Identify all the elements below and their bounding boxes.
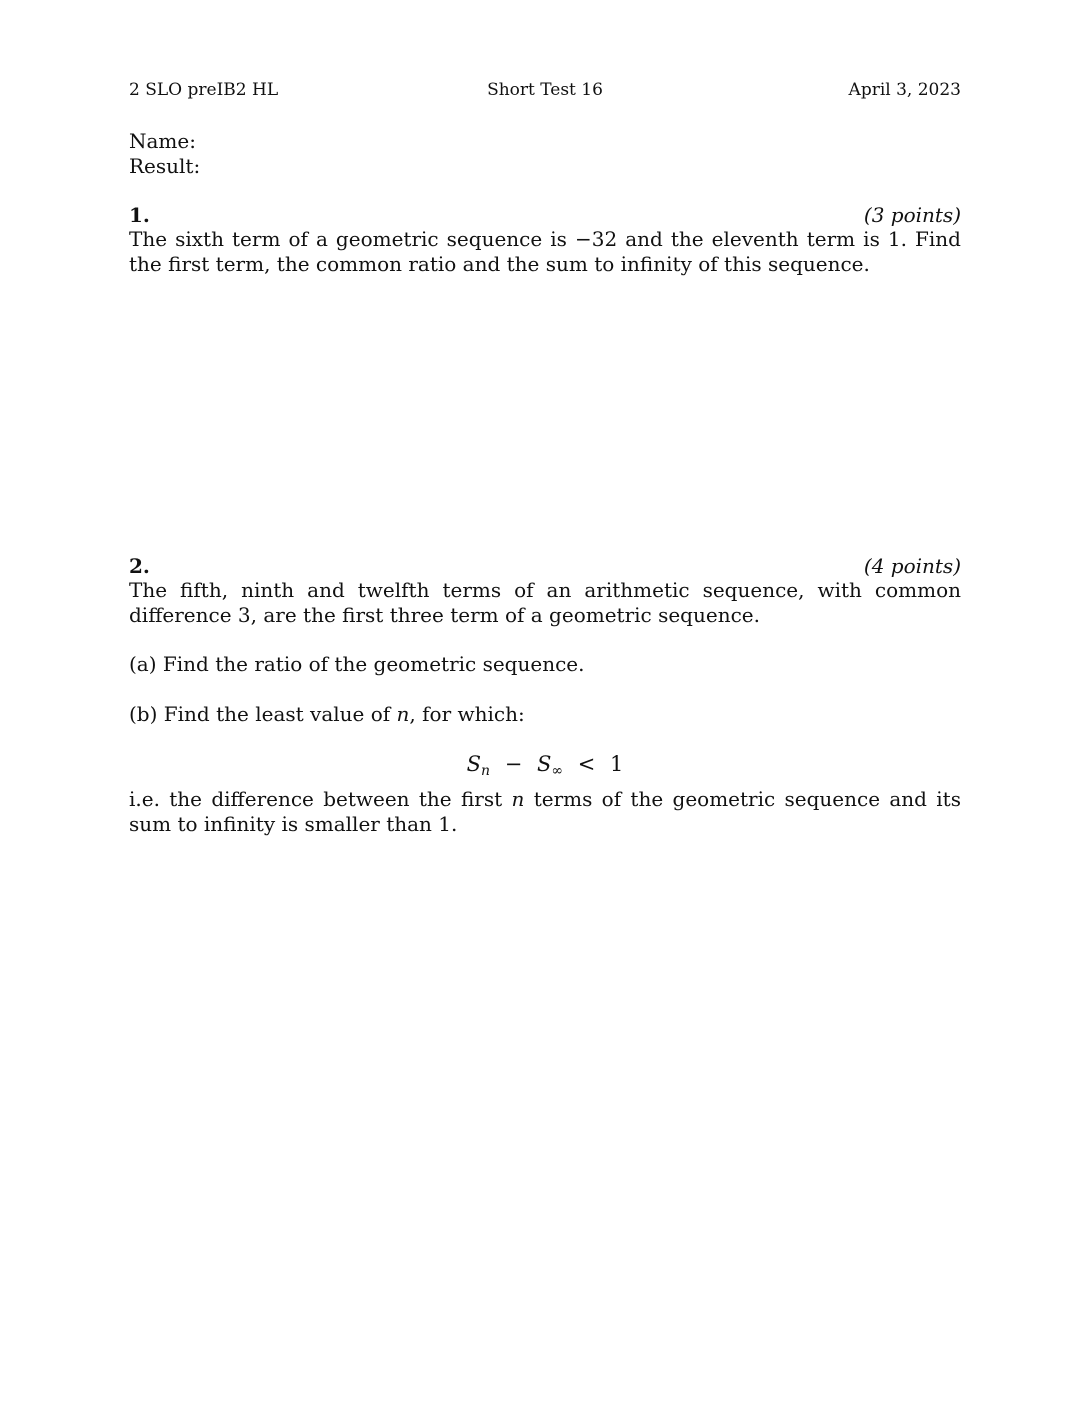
note-text-before: i.e. the difference between the first bbox=[129, 787, 512, 811]
formula-lhs-sub: n bbox=[480, 763, 490, 779]
test-title: Short Test 16 bbox=[487, 80, 603, 100]
formula-rhs-var: S bbox=[536, 752, 552, 776]
note-variable: n bbox=[511, 787, 525, 811]
question-1-text: The sixth term of a geometric sequence is −32 and the eleventh term is 1. Find the first term, the common ratio and the sum to infinity of this sequence. bbox=[129, 227, 961, 276]
question-2-note bbox=[129, 787, 961, 837]
part-b-variable: n bbox=[396, 702, 410, 726]
part-a-label: (a) bbox=[129, 652, 157, 676]
formula-lhs-var: S bbox=[466, 752, 481, 776]
question-2-part-b bbox=[129, 701, 525, 727]
formula-minus: − bbox=[504, 752, 523, 776]
question-1-points: (3 points) bbox=[863, 203, 961, 227]
part-b-text-after: , for which: bbox=[409, 702, 525, 726]
course-label: 2 SLO preIB2 HL bbox=[129, 80, 279, 100]
question-1-heading bbox=[129, 202, 961, 228]
question-2-number: 2. bbox=[129, 554, 150, 578]
part-b-label: (b) bbox=[129, 702, 158, 726]
formula-rhs-sub: ∞ bbox=[551, 763, 564, 779]
question-2-part-a bbox=[129, 651, 584, 677]
inequality-formula bbox=[129, 750, 961, 778]
test-date: April 3, 2023 bbox=[848, 80, 961, 100]
note-text-after: terms of the geometric sequence and its sum to infinity is smaller than 1. bbox=[129, 787, 961, 836]
part-a-text: Find the ratio of the geometric sequence. bbox=[162, 652, 585, 676]
page-header bbox=[129, 78, 961, 102]
result-label: Result: bbox=[129, 154, 201, 178]
name-label: Name: bbox=[129, 129, 196, 153]
question-2-points: (4 points) bbox=[863, 554, 961, 578]
question-2-heading bbox=[129, 553, 961, 579]
formula-value: 1 bbox=[610, 752, 624, 776]
question-1-number: 1. bbox=[129, 203, 150, 227]
question-2-text: The fifth, ninth and twelfth terms of an arithmetic sequence, with common difference 3, are the first three term of a geometric sequence. bbox=[129, 578, 961, 627]
formula-relation: < bbox=[577, 752, 596, 776]
part-b-text-before: Find the least value of bbox=[163, 702, 397, 726]
